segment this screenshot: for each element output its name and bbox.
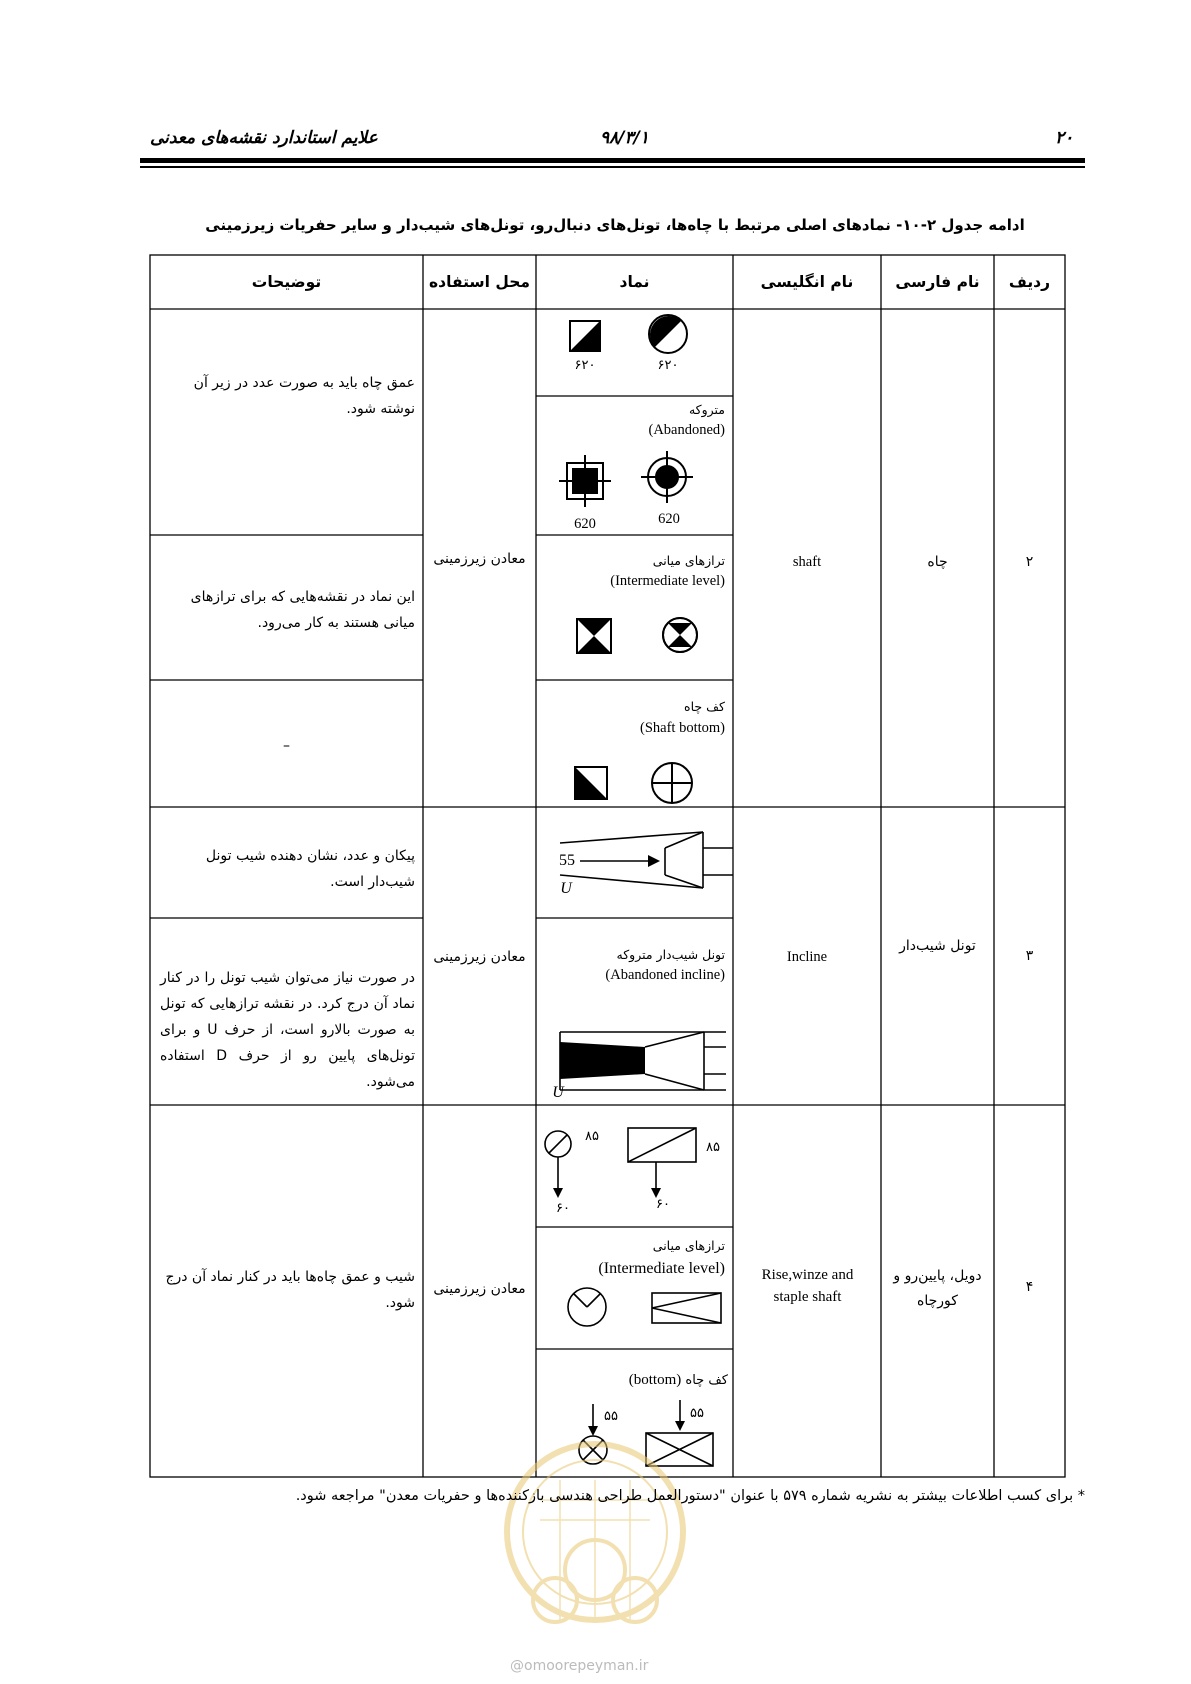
row3-note-2: در صورت نیاز می‌توان شیب تونل را در کنار نماد آن درج کرد. در نقشه ترازهایی که تونل به صورت بالارو است، از حرف U و برای تونل‌های پایین رو از حرف D استفاده می‌شود.: [160, 970, 415, 1090]
abandoned-depth-left: 620: [574, 516, 596, 532]
watermark-seal: [507, 1444, 683, 1622]
row4-radif: ۴: [1025, 1279, 1034, 1295]
header-usage: محل استفاده: [429, 273, 530, 291]
row3-english-name: Incline: [786, 949, 828, 965]
intermediate-rise-rectangle-icon: [652, 1293, 721, 1323]
shaft-depth-left: ۶۲۰: [574, 358, 596, 373]
intermediate-shaft-circle-icon: [663, 618, 697, 652]
row4-note-1: شیب و عمق چاه‌ها باید در کنار نماد آن درج شود.: [165, 1269, 415, 1311]
row2-note-1: عمق چاه باید به صورت عدد در زیر آن نوشته شود.: [193, 375, 415, 417]
shaft-depth-right: ۶۲۰: [657, 358, 679, 373]
intermediate-label-fa: ترازهای میانی: [652, 553, 725, 568]
abandoned-incline-label-fa: تونل شیب‌دار متروکه: [616, 947, 725, 962]
header-symbol: نماد: [619, 273, 650, 291]
abandoned-incline-up-letter: U: [552, 1084, 564, 1101]
abandoned-shaft-square-icon: [559, 455, 611, 507]
shaft-bottom-circle-icon: [652, 763, 692, 803]
abandoned-depth-right: 620: [658, 511, 680, 527]
rise-bottom-label-en: (bottom): [628, 1372, 682, 1388]
row4-usage: معادن زیرزمینی: [433, 1281, 526, 1297]
row3-usage: معادن زیرزمینی: [433, 949, 526, 965]
rise-depth-left: ۶۰: [556, 1201, 570, 1216]
rise-bottom-label-fa: کف چاه: [685, 1373, 728, 1388]
abandoned-label-en: (Abandoned): [648, 422, 725, 438]
rise-intermediate-label-en: (Intermediate level): [598, 1260, 725, 1277]
intermediate-shaft-square-icon: [577, 619, 611, 653]
abandoned-incline-label-en: (Abandoned incline): [605, 967, 725, 983]
incline-icon: [560, 832, 733, 888]
shaft-bottom-label-en: (Shaft bottom): [640, 720, 725, 736]
abandoned-shaft-circle-icon: [641, 451, 693, 503]
row4-english-name: Rise,winze and staple shaft: [761, 1267, 854, 1305]
header-english-name: نام انگلیسی: [760, 273, 854, 291]
row2-usage: معادن زیرزمینی: [433, 551, 526, 567]
row2-english-name: shaft: [792, 554, 822, 570]
row3-note-1: پیکان و عدد، نشان دهنده شیب تونل شیب‌دار است.: [205, 848, 415, 890]
row2-persian-name: چاه: [927, 554, 948, 570]
table-caption: ادامه جدول ۲-۱۰- نمادهای اصلی مرتبط با چاه‌ها، تونل‌های دنبال‌رو، تونل‌های شیب‌دار و سایر حفریات زیرزمینی: [205, 216, 1025, 234]
rise-circle-icon: [545, 1131, 571, 1198]
row4-persian-name: دویل، پایین‌رو و کورچاه: [893, 1268, 982, 1309]
rise-rectangle-icon: [628, 1128, 696, 1198]
header-persian-name: نام فارسی: [895, 273, 980, 291]
header-notes: توضیحات: [251, 273, 322, 291]
intermediate-label-en: (Intermediate level): [610, 573, 725, 589]
rise-bottom-slope-left: ۵۵: [604, 1409, 618, 1424]
rise-slope-right: ۸۵: [706, 1140, 720, 1155]
abandoned-label-fa: متروکه: [688, 402, 725, 417]
running-header-title: علایم استاندارد نقشه‌های معدنی: [150, 128, 378, 148]
shaft-bottom-label-fa: کف چاه: [684, 699, 725, 714]
footnote: * برای کسب اطلاعات بیشتر به نشریه شماره ۵۷۹ با عنوان "دستورالعمل طراحی هندسی بازکننده‌ها و حفریات معدن" مراجعه شود.: [295, 1488, 1085, 1504]
rise-depth-right: ۶۰: [656, 1197, 670, 1212]
rise-bottom-label: [560, 1370, 728, 1391]
header-radif: ردیف: [1008, 273, 1051, 291]
row2-note-3: –: [283, 738, 290, 754]
running-header-date: ۹۸/۳/۱: [600, 128, 649, 148]
incline-up-letter: U: [560, 880, 572, 897]
row2-note-2: این نماد در نقشه‌هایی که برای ترازهای میانی هستند به کار می‌رود.: [190, 589, 415, 631]
row3-radif: ۳: [1025, 948, 1034, 964]
page-number: ۲۰: [1055, 128, 1074, 148]
intermediate-rise-circle-icon: [568, 1288, 606, 1326]
abandoned-incline-icon: [560, 1032, 726, 1090]
rise-bottom-slope-right: ۵۵: [690, 1406, 704, 1421]
shaft-bottom-square-icon: [575, 767, 607, 799]
row2-radif: ۲: [1025, 554, 1034, 570]
rise-slope-left: ۸۵: [585, 1129, 599, 1144]
watermark-text: @omoorepeyman.ir: [510, 1658, 649, 1674]
row3-persian-name: تونل شیب‌دار: [899, 938, 976, 954]
incline-slope-value: 55: [559, 852, 575, 869]
rise-intermediate-label-fa: ترازهای میانی: [652, 1238, 725, 1253]
